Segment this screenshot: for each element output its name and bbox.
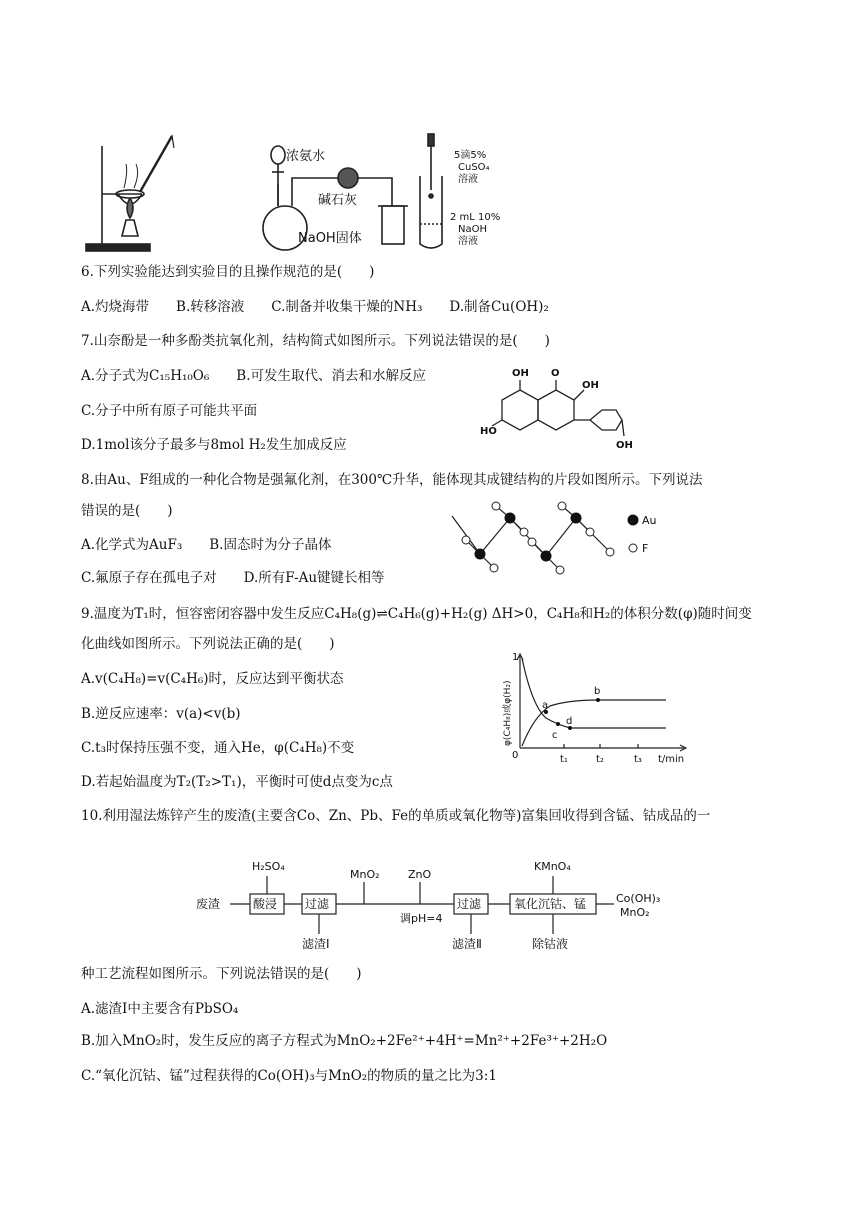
svg-text:t₁: t₁ bbox=[560, 754, 568, 765]
q7-option-d: D.1mol该分子最多与8mol H₂发生加成反应 bbox=[81, 437, 347, 453]
svg-text:过滤: 过滤 bbox=[457, 897, 482, 911]
svg-text:氧化沉钴、锰: 氧化沉钴、锰 bbox=[514, 897, 587, 911]
svg-text:滤渣Ⅰ: 滤渣Ⅰ bbox=[302, 937, 330, 951]
svg-text:1: 1 bbox=[512, 652, 519, 663]
q7-option-c: C.分子中所有原子可能共平面 bbox=[81, 403, 258, 419]
burning-seaweed-apparatus bbox=[86, 136, 174, 251]
svg-text:c: c bbox=[552, 730, 558, 741]
cuoh2-apparatus bbox=[420, 134, 442, 248]
svg-text:Au: Au bbox=[642, 514, 657, 527]
svg-text:2 mL 10%: 2 mL 10% bbox=[450, 212, 501, 223]
svg-text:ZnO: ZnO bbox=[408, 868, 432, 881]
svg-text:a: a bbox=[542, 700, 549, 711]
svg-text:碱石灰: 碱石灰 bbox=[318, 193, 358, 208]
q10-stem-line1: 10.利用湿法炼锌产生的废渣(主要含Co、Zn、Pb、Fe的单质或氧化物等)富集回收得到含锰、钴成品的一 bbox=[81, 808, 711, 824]
apparatus-figure bbox=[80, 128, 520, 258]
svg-text:MnO₂: MnO₂ bbox=[620, 906, 650, 919]
q8-stem-line1: 8.由Au、F组成的一种化合物是强氟化剂，在300℃升华，能体现其成键结构的片段如图所示。下列说法 bbox=[81, 472, 703, 488]
svg-text:CuSO₄: CuSO₄ bbox=[458, 162, 490, 173]
svg-text:NaOH: NaOH bbox=[458, 224, 487, 235]
svg-text:5滴5%: 5滴5% bbox=[454, 150, 487, 161]
svg-text:Co(OH)₃: Co(OH)₃ bbox=[616, 892, 661, 905]
svg-text:t₂: t₂ bbox=[596, 754, 604, 765]
svg-text:HO: HO bbox=[480, 426, 497, 437]
svg-text:t/min: t/min bbox=[658, 754, 685, 765]
q10-option-b: B.加入MnO₂时，发生反应的离子方程式为MnO₂+2Fe²⁺+4H⁺=Mn²⁺+2Fe³⁺+2H₂O bbox=[81, 1033, 608, 1049]
svg-text:调pH=4: 调pH=4 bbox=[400, 912, 443, 925]
q9-option-c: C.t₃时保持压强不变，通入He，φ(C₄H₈)不变 bbox=[81, 740, 355, 756]
svg-text:过滤: 过滤 bbox=[305, 897, 330, 911]
q7-stem: 7.山奈酚是一种多酚类抗氧化剂，结构简式如图所示。下列说法错误的是( ) bbox=[81, 333, 550, 349]
q10-option-c: C.“氧化沉钴、锰”过程获得的Co(OH)₃与MnO₂的物质的量之比为3:1 bbox=[81, 1068, 497, 1084]
svg-text:KMnO₄: KMnO₄ bbox=[534, 860, 571, 873]
svg-text:b: b bbox=[594, 686, 601, 697]
svg-text:F: F bbox=[642, 542, 649, 555]
svg-text:H₂SO₄: H₂SO₄ bbox=[252, 860, 285, 873]
svg-text:OH: OH bbox=[616, 440, 633, 451]
q6-options: A.灼烧海带 B.转移溶液 C.制备并收集干燥的NH₃ D.制备Cu(OH)₂ bbox=[81, 299, 549, 315]
q9-option-b: B.逆反应速率：v(a)<v(b) bbox=[81, 706, 241, 722]
volume-fraction-graph bbox=[498, 650, 698, 770]
svg-text:MnO₂: MnO₂ bbox=[350, 868, 380, 881]
q9-option-a: A.v(C₄H₈)=v(C₄H₆)时，反应达到平衡状态 bbox=[81, 671, 344, 687]
q8-option-cd: C.氟原子存在孤电子对 D.所有F-Au键键长相等 bbox=[81, 570, 385, 586]
q8-option-ab: A.化学式为AuF₃ B.固态时为分子晶体 bbox=[81, 537, 332, 553]
svg-text:O: O bbox=[551, 368, 560, 379]
svg-text:除钴液: 除钴液 bbox=[532, 937, 569, 951]
svg-text:溶液: 溶液 bbox=[458, 174, 478, 185]
svg-text:t₃: t₃ bbox=[634, 754, 642, 765]
kaempferol-structure bbox=[480, 364, 640, 456]
process-flow-diagram bbox=[196, 852, 676, 964]
svg-text:NaOH固体: NaOH固体 bbox=[298, 231, 362, 246]
q10-option-a: A.滤渣Ⅰ中主要含有PbSO₄ bbox=[81, 1001, 239, 1017]
svg-text:OH: OH bbox=[582, 380, 599, 391]
svg-text:d: d bbox=[566, 716, 573, 727]
ammonia-labels bbox=[286, 148, 362, 246]
q9-stem-line2: 化曲线如图所示。下列说法正确的是( ) bbox=[81, 636, 335, 652]
svg-text:酸浸: 酸浸 bbox=[253, 897, 278, 911]
cuoh2-labels bbox=[450, 148, 500, 247]
q9-option-d: D.若起始温度为T₂(T₂>T₁)，平衡时可使d点变为c点 bbox=[81, 774, 393, 790]
svg-text:溶液: 溶液 bbox=[458, 236, 478, 247]
q9-stem-line1: 9.温度为T₁时，恒容密闭容器中发生反应C₄H₈(g)⇌C₄H₆(g)+H₂(g) ΔH>0，C₄H₈和H₂的体积分数(φ)随时间变 bbox=[81, 606, 752, 622]
q7-option-ab: A.分子式为C₁₅H₁₀O₆ B.可发生取代、消去和水解反应 bbox=[81, 368, 426, 384]
svg-text:OH: OH bbox=[512, 368, 529, 379]
aufx-chain-structure bbox=[448, 500, 708, 584]
q6-stem: 6.下列实验能达到实验目的且操作规范的是( ) bbox=[81, 264, 375, 280]
svg-text:废渣: 废渣 bbox=[196, 897, 221, 911]
svg-text:浓氨水: 浓氨水 bbox=[286, 149, 326, 164]
svg-text:滤渣Ⅱ: 滤渣Ⅱ bbox=[452, 937, 482, 951]
q10-stem-line2: 种工艺流程如图所示。下列说法错误的是( ) bbox=[81, 966, 362, 982]
svg-text:φ(C₄H₈)或φ(H₂): φ(C₄H₈)或φ(H₂) bbox=[503, 680, 513, 746]
svg-text:0: 0 bbox=[512, 750, 519, 761]
q8-stem-line2: 错误的是( ) bbox=[81, 503, 173, 519]
